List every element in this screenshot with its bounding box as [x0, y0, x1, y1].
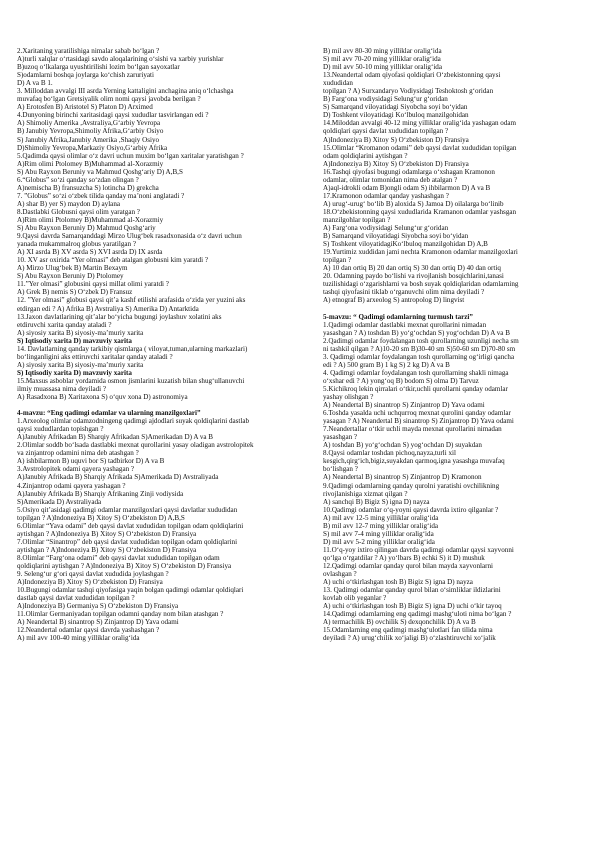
text-line: A)Rim olimi Ptolomey B)Muhammad al-Xorazmiy — [17, 215, 164, 224]
text-line: A) siyosiy xarita B) siyosiy-ma’muriy xarita — [17, 360, 144, 369]
text-line: 9.Qaysi davrda Samarqanddagi Mirzo Ulug‘bek rasadxonasida o‘z davri uchun — [17, 232, 242, 241]
text-line: odamlar, olimlar tomonidan nima deb atalgan ? — [323, 175, 458, 184]
text-line: A) urug‘-urug‘ bo‘lib B) aloxida S) Jamoa D) oilalarga bo‘linib — [323, 199, 504, 208]
text-line: 18.O‘zbekistonning qaysi xududlarida Kramanon odamlar yashsgan — [323, 207, 517, 216]
text-line: va zinjantrop odamini nima deb atashgan ? — [17, 449, 139, 458]
text-line: D) Toshkent viloyatidagi Ko‘lbuloq manzilgohidan — [323, 111, 469, 120]
text-line: A) Rasadxona B) Xaritaxona S) o‘quv xona D) astronomiya — [17, 393, 188, 402]
text-line: odam qoldiqlarini aytishgan ? — [323, 151, 408, 160]
text-line: 10. XV asr oxirida “Yer olmasi” deb atalgan globusni kim yaratdi ? — [17, 256, 209, 265]
text-line: yashay olishgan ? — [323, 393, 374, 402]
text-line: ovlashgan ? — [323, 570, 357, 579]
text-line: A) Neandertal B) sinantrop S) Zinjantrop D) Yava odami — [323, 401, 485, 410]
text-line: qo‘lga o‘rgatdilar ? A) yo‘lbars B) echki S) it D) mushuk — [323, 553, 485, 562]
text-line: 11.Olimlar Germaniyadan topilgan odamni qanday nom bilan atashgan ? — [17, 610, 224, 619]
text-line: 4.Zinjantrop odami qayera yashagan ? — [17, 481, 126, 490]
text-line: topilgan ? A)Indoneziya B) Xitoy S) O‘zbekiston D) A,B,S — [17, 513, 185, 522]
text-line: rivojlanishiga xizmat qilgan ? — [323, 489, 408, 498]
text-line: 13.Neandertal odam qiyofasi qoldiqlari O‘zbekistonning qaysi — [323, 71, 501, 80]
text-line: 11.”Yer olmasi” globusini qaysi millat olimi yaratdi ? — [17, 280, 169, 289]
text-line: 10.Qadimgi odamlar o‘q-yoyni qaysi davrda ixtiro qilganlar ? — [323, 505, 499, 514]
text-line: 14. Davlatlarning qanday tarkibiy qismlarga ( viloyat,tuman,ularning markazlari) — [17, 344, 248, 353]
text-line: bo‘lishgan ? — [323, 465, 358, 474]
text-line: qoldiqlarini aytishgan ? A)Indoneziya B) Xitoy S) O‘zbekiston D) Fransiya — [17, 562, 232, 570]
text-line: S)odamlarni boshqa joylarga ko‘chish zaruriyati — [17, 71, 154, 80]
text-line: 3. Qadimgi odamlar foydalangan tosh qurollarning og‘irligi qancha — [323, 352, 515, 361]
text-line: S) Abu Rayxon Beruniy va Mahmud Qoshg‘ariy D) A,B,S — [17, 167, 183, 176]
text-line: 19.Yurtimiz xuddidan jami nechta Kramonon odamlar manzilgoxlari — [323, 248, 518, 257]
text-line: yasashgan ? A) toshdan B) yo‘g‘ochdan S) yog‘ochdan D) A va B — [323, 328, 510, 337]
text-line — [17, 401, 299, 409]
text-line: 8.Qaysi odamlar toshdan pichoq,nayza,turli xil — [323, 449, 456, 458]
text-line: 5.Qadimda qaysi olimlar o‘z davri uchun muxim bo‘lgan xaritalar yaratishgan ? — [17, 151, 244, 160]
text-line: A) toshdan B) yo‘g‘ochdan S) yog‘ochdan D) suyakdan — [323, 441, 482, 450]
text-line: 14.Qadimgi odamlarning eng qadimgi mashg‘uloti nima bo‘lgan ? — [323, 610, 512, 619]
text-line: 2.Qadimgi odamlar foydalangan tosh qurollarning uzunligi necha sm — [323, 336, 519, 345]
text-line: muvafaq bo‘lgan Gretsiyalik olim nomi qaysi javobda berilgan ? — [17, 95, 201, 104]
text-line: 11.O‘q-yoy ixtiro qilingan davrda qadimgi odamlar qaysi xayvonni — [323, 545, 514, 554]
text-line: tashqi qiyofasini tiklab o‘rganuvchi olim nima deyiladi ? — [323, 288, 485, 297]
text-line: 14.Miloddan avvalgi 40-12 ming yilliklar oralig‘ida yashagan odam — [323, 119, 517, 128]
right-text-column — [323, 47, 589, 642]
text-line: bo‘linganligini aks ettiruvchi xaritalar qanday ataladi ? — [17, 352, 173, 361]
text-line: dastlab qaysi davlat xududidan topilgan ? — [17, 594, 135, 603]
text-line: 4.Dunyoning birinchi xaritasidagi qaysi xududlar tasvirlangan edi ? — [17, 111, 209, 120]
text-line: A) 10 dan ortiq B) 20 dan ortiq S) 30 dan ortiq D) 40 dan ortiq — [323, 264, 501, 273]
text-line: A)Janubiy Afrikada B) Sharqiy Afrikaning Zinji vodiysida — [17, 489, 184, 498]
text-line: S) mil avv 70-20 ming yilliklar oralig‘ida — [323, 55, 441, 64]
text-line: topilgan ? A) Surxandaryo Vodiysidagi Teshoktosh g‘oridan — [323, 87, 494, 96]
text-line: A) sanchqi B) Bigiz S) igna D) nayza — [323, 497, 430, 506]
text-line: 7.Neandertallar o‘tkir uchli mayda mexnat qurollarini nimadan — [323, 425, 502, 434]
text-line: 16.Tashqi qiyofasi bugungi odamlarga o‘xshagan Kramonon — [323, 167, 495, 176]
text-line: 6.“Globus” so‘zi qanday so‘zdan olingan ? — [17, 175, 139, 184]
text-line: ni tashkil qilgan ? A)10-20 sm B)30-40 sm S)50-60 sm D)70-80 sm — [323, 344, 516, 353]
text-line: B)uzoq o‘lkalarga uyushtirilishi lozim bo‘lgan sayoxatlar — [17, 63, 180, 72]
text-line: S) Toshkent viloyatidagiKo‘lbuloq manzilgohidan D) A,B — [323, 240, 488, 249]
text-line: A)Indoneziya B) Xitoy S) O‘zbekiston D) Fransiya — [17, 578, 163, 587]
text-line: B) Janubiy Yevropa,Shimoliy Afrika,G‘arbiy Osiyo — [17, 127, 164, 136]
text-line: 6.Toshda yasalda uchi uchqurroq mexnat qurolini qanday odamlar — [323, 409, 511, 418]
text-line: A)aql-idrokli odam B)ongli odam S) ihbilarmon D) A va B — [323, 183, 491, 192]
text-line: S) Iqtisodiy xarita D) mavzuviy xarita — [17, 336, 132, 345]
text-line: A) siyosiy xarita B) siyosiy-ma’muriy xarita — [17, 328, 144, 337]
text-line: 4. Qadimgi odamlar foydalangan tosh qurollarning shakli nimaga — [323, 368, 509, 377]
text-line: B) mil avv 80-30 ming yilliklar oralig‘ida — [323, 47, 442, 55]
text-line: etdirgan edi ? A) Afrika B) Avstraliya S) Amerika D) Antarktida — [17, 304, 199, 313]
text-line: A)Indoneziya B) Germaniya S) O‘zbekiston D) Fransiya — [17, 602, 179, 611]
text-line: topilgan ? — [323, 256, 352, 265]
text-line: S) Iqtisodiy xarita D) mavzuviy xarita — [17, 368, 132, 377]
text-line: 17.Kramonon odamlar qanday yashashgan ? — [323, 191, 449, 200]
text-line: D) mil avv 5-2 ming yilliklar oralig‘ida — [323, 537, 435, 546]
text-line: A)Janubiy Afrikadan B) Sharqiy Afrikadan S)Amerikadan D) A va B — [17, 433, 214, 442]
text-line: A) shar B) yer S) maydon D) aylana — [17, 199, 121, 208]
text-line — [323, 305, 589, 313]
text-line: 10.Bugungi odamlar tashqi qiyofasiga yaqin bolgan qadimgi odamlar qoldiqlari — [17, 586, 244, 595]
text-line: 8.Olimlar “Farg‘ona odami” deb qaysi davlat xududidan topilgan odam — [17, 553, 220, 562]
text-line: xududidan — [323, 79, 353, 88]
text-line: 6.Olimlar “Yava odami” deb qaysi davlat xududidan topilgan odam qoldiqlarini — [17, 521, 244, 530]
text-line: 4-mavzu: “Eng qadimgi odamlar va ularning manzilgoxlari” — [17, 409, 201, 418]
text-line: o‘xshar edi ? A) yong‘oq B) bodom S) olma D) Tarvuz — [323, 376, 479, 385]
text-line: 2.Olimlar soddb bo‘lsada dastlabki mexnat qurollarini yasay oladigan avstrolopitek — [17, 441, 254, 450]
text-line: D) mil avv 50-10 ming yilliklar oralig‘ida — [323, 63, 442, 72]
text-line: 12.Qadimgi odamlar qanday qurol bilan mayda xayvonlarni — [323, 562, 494, 570]
text-line: S) Samarqand viloyatidagi Siyobcha soyi bo‘yidan — [323, 103, 468, 112]
text-line: 8.Dastlabki Globusni qaysi olim yaratgan ? — [17, 207, 140, 216]
text-line: 7.Olimlar “Sinantrop” deb qaysi davlat xududidan topilgan odam qoldiqlarini — [17, 537, 238, 546]
text-line: 12.Neandertal odamlar qaysi davrda yashashgan ? — [17, 626, 160, 635]
text-line: A) Grek B) nemis S) O‘zbek D) Fransuz — [17, 288, 133, 297]
text-line: qaysi xududlardan topishgan ? — [17, 425, 104, 434]
text-line: ilmiy muassasa nima deyiladi ? — [17, 384, 107, 393]
text-line: A) mil avv 12-5 ming yilliklar oralig‘ida — [323, 513, 439, 522]
text-line: 15.Maxsus asboblar yordamida osmon jismlarini kuzatish bilan shug‘ullanuvchi — [17, 376, 245, 385]
text-line: A) etnograf B) arxeolog S) antropolog D) lingvist — [323, 296, 465, 305]
text-line: A) ishbilarmon B) uquvi bor S) tadbirkor D) A va B — [17, 457, 165, 466]
text-line: deyiladi ? A) urug‘chilik xo‘jaligi B) o‘zlashtiruvchi xo‘jalik — [323, 634, 496, 643]
text-line: A)Indoneziya B) Xitoy S) O‘zbekiston D) Fransiya — [323, 135, 469, 144]
text-line: 13.Jaxon davlatlarining qit’alar bo‘yicha bugungi joylashuv xolatini aks — [17, 312, 222, 321]
text-line: A) Neandertal B) sinantrop S) Zinjantrop D) Kramonon — [323, 473, 482, 482]
text-line: 15.Odamlarning eng qadimgi mashg‘ulotlari fan tilida nima — [323, 626, 493, 635]
text-line: 3. Milloddan avvalgi III asrda Yerning kattaligini anchagina aniq o‘lchashga — [17, 87, 234, 96]
text-line: A)Janubiy Afrikada B) Sharqiy Afrikada S)Amerikada D) Avstraliyada — [17, 473, 219, 482]
text-line: S)Amerikada D) Avstraliyada — [17, 497, 102, 506]
text-line: A) Neandertal B) sinantrop S) Zinjantrop D) Yava odami — [17, 618, 179, 627]
text-line: S) Abu Rayxon Beruniy D) Mahmud Qoshg‘ariy — [17, 224, 156, 233]
text-line: A) termachilik B) ovchilik S) dexqonchilik D) A va B — [323, 618, 476, 627]
text-line: manzilgohlar topilgan ? — [323, 215, 391, 224]
text-line: B) mil avv 12-7 ming yilliklar oralig‘ida — [323, 521, 439, 530]
left-text-column — [17, 47, 299, 642]
text-line: A) XI asrda B) XV asrda S) XVI asrda D) IX asrda — [17, 248, 163, 257]
text-line: 1.Arxeolog olimlar odamzodningeng qadimgi ajdodlari suyak qoldiqlarini dastlab — [17, 417, 250, 426]
text-line: A) uchi o‘tkirlashgan tosh B) Bigiz S) igna D) nayza — [323, 578, 473, 587]
text-line: 1.Qadimgi odamlar dastlabki mexnat qurollarini nimadan — [323, 320, 487, 329]
text-line: 15.Olimlar “Kromanon odami” deb qaysi davlat xududidan topilgan — [323, 143, 517, 152]
text-line: 5-mavzu: “ Qadimgi odamlarning turmush tarzi” — [323, 312, 473, 321]
text-line: S) mil avv 7-4 ming yilliklar oralig‘ida — [323, 529, 434, 538]
text-line: 2.Xaritaning yaratilishiga nimalar sabab bo‘lgan ? — [17, 47, 160, 55]
text-line: qoldiqlari qaysi davlat xududidan topilgan ? — [323, 127, 449, 136]
text-line: 5.Osiyo qit’asidagi qadimgi odamlar manzilgoxlari qaysi davlatlar xududidan — [17, 505, 238, 514]
text-line: yasagan ? A) Neandertal B) sinantrop S) Zinjantrop D) Yava odami — [323, 417, 514, 426]
text-line: 3.Avstrolopitek odami qayera yashagan ? — [17, 465, 135, 474]
text-line: aytishgan ? A)Indoneziya B) Xitoy S) O‘zbekiston D) Fransiya — [17, 545, 197, 554]
text-line: A) Shimoliy Amerika ,Avstraliya,G‘arbiy Yevropa — [17, 119, 161, 128]
text-line: 12. ”Yer olmasi” globusi qaysi qit’a kashf etilishi arafasida o‘zida yer yuzini aks — [17, 296, 246, 305]
text-line: aytishgan ? A)Indoneziya B) Xitoy S) O‘zbekiston D) Fransiya — [17, 529, 197, 538]
text-line: 20. Odamning paydo bo‘lishi va rivojlanish bosqichlarini,tanasi — [323, 272, 504, 281]
text-line: kovlab olib yeganlar ? — [323, 594, 387, 603]
text-line: edi ? A) 500 gram B) 1 kg S) 2 kg D) A va B — [323, 360, 450, 369]
text-line: S) Janubiy Afrika,Janubiy Amerika ,Shaqiy Osiyo — [17, 135, 160, 144]
text-line: B) Samarqand viloyatidagi Siyobcha soyi bo‘yidan — [323, 232, 469, 241]
text-line: A)turli xalqlar o‘rtasidagi savdo aloqalarining o‘sishi va xarbiy yurishlar — [17, 55, 224, 64]
text-line: 9. Seleng‘ur g‘ori qaysi davlat xududida joylashgan ? — [17, 570, 169, 579]
text-line: S) Abu Rayxon Beruniy D) Ptolomey — [17, 272, 124, 281]
text-line: tuzilishidagi o‘zgarishlarni va bosh suyak qoldiqlaridan odamlarning — [323, 280, 519, 289]
text-line: A) uchi o‘tkirlashgan tosh B) Bigiz S) igna D) uchi o‘kir tayoq — [323, 602, 502, 611]
text-line: A) mil avv 100-40 ming yilliklar oralig‘ida — [17, 634, 140, 643]
text-line: D)Shimoliy Yevropa,Markaziy Osiyo,G‘arbiy Afrika — [17, 143, 168, 152]
text-line: etdiruvchi xarita qanday ataladi ? — [17, 320, 112, 329]
text-line: D) A va B 1. — [17, 79, 53, 88]
text-line: A) Erotosfen B) Aristotel S) Platon D) Arximed — [17, 103, 153, 112]
text-line: A)Rim olimi Ptolomey B)Muhammad al-Xorazmiy — [17, 159, 164, 168]
text-line: 9.Qadimgi odamlarning qanday qurolni yaratishi ovchilikning — [323, 481, 500, 490]
text-line: A) Mirzo Ulug‘bek B) Martin Bexaym — [17, 264, 128, 273]
text-line: 7. ”Globus” so‘zi o‘zbek tilida qanday ma’noni anglatadi ? — [17, 191, 185, 200]
text-line: B) Farg‘ona vodiysidagi Selung‘ur g‘oridan — [323, 95, 448, 104]
text-line: A)nemischa B) fransuzcha S) lotincha D) grekcha — [17, 183, 159, 192]
text-line: kesgich,qirg‘ich,bigiz,suyakdan qarmoq,igna yasashga muvafaq — [323, 457, 505, 466]
text-line: 13. Qadimgi odamlar qanday qurol bilan o‘simliklar ildizlarini — [323, 586, 501, 595]
text-line: A) Farg‘ona vodiysidagi Selung‘ur g‘oridan — [323, 224, 449, 233]
text-line: 5.Kichikroq lekin qirralari o‘tkir,uchli qurollarni qanday odamlar — [323, 384, 508, 393]
text-line: A)Indoneziya B) Xitoy S) O‘zbekiston D) Fransiya — [323, 159, 469, 168]
text-line: yasashgan ? — [323, 433, 358, 442]
text-line: yanada mukammalroq globus yaratilgan ? — [17, 240, 136, 249]
